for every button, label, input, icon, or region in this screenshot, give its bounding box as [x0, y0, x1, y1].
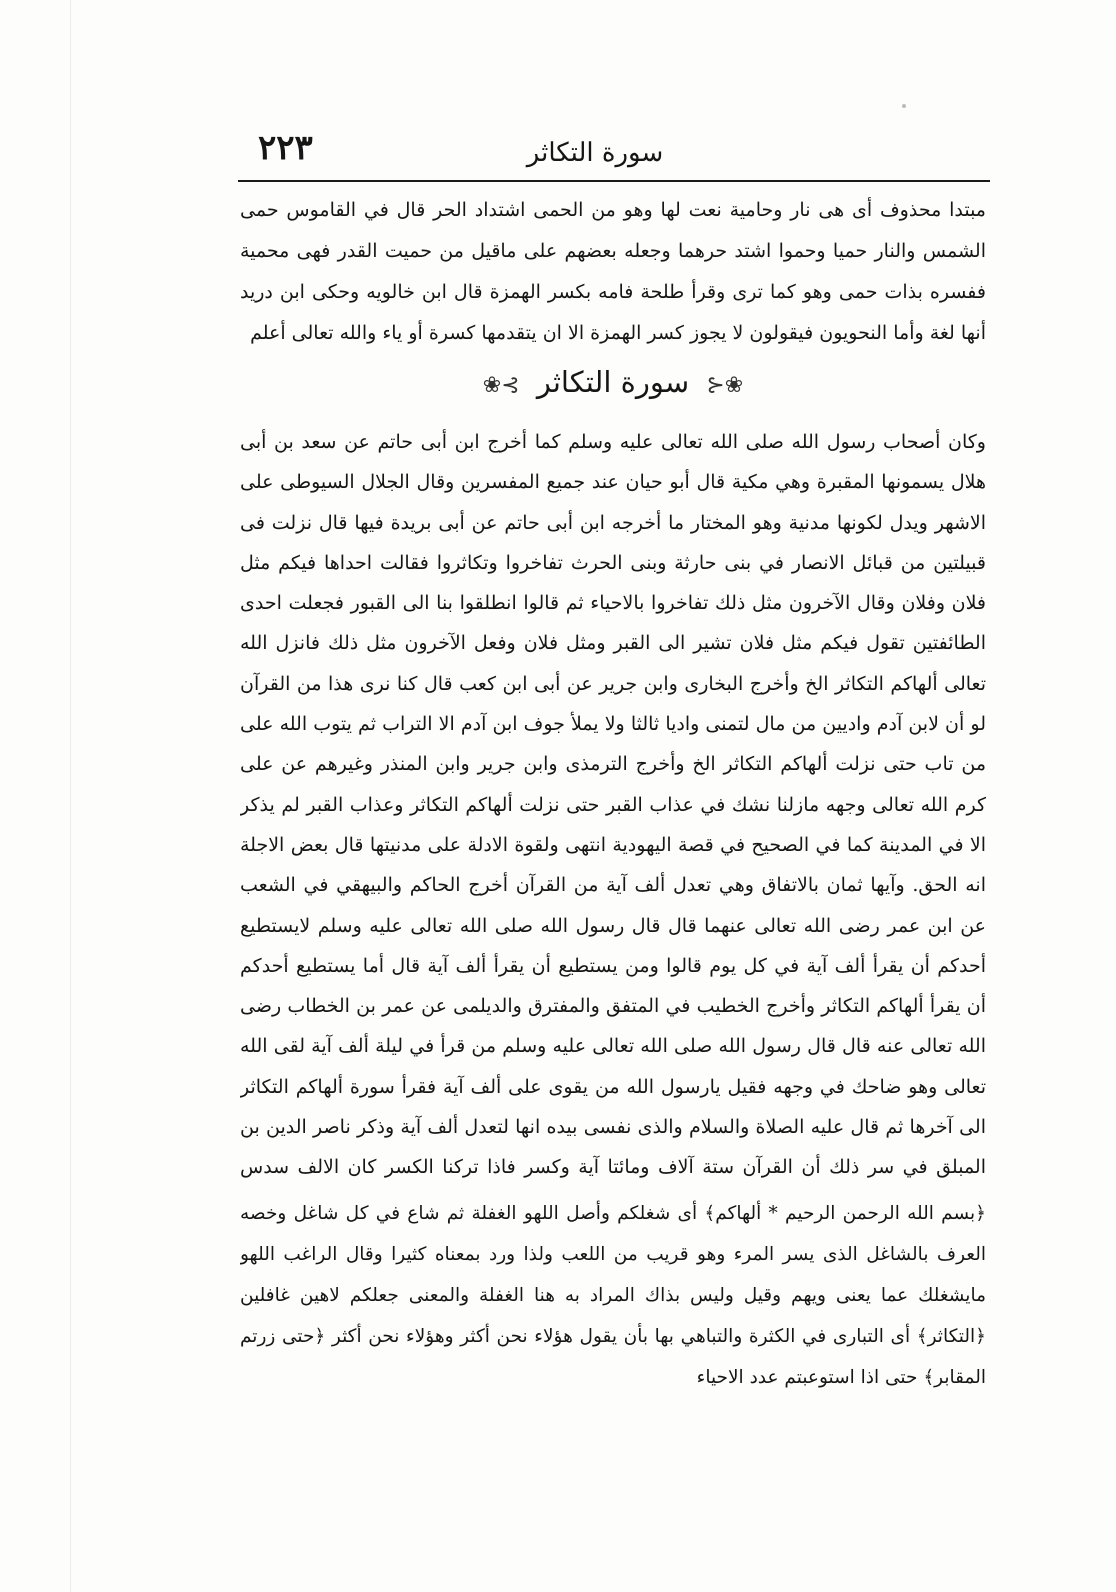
page-number: ٢٢٣: [258, 128, 313, 168]
tafsir-paragraph: ﴿بسم الله الرحمن الرحيم * ألهاكم﴾ أى شغلكم وأصل اللهو الغفلة ثم شاع في كل شاغل وخصه العرف بالشاغل الذى يسر المرء وهو قريب من اللعب ولذا ورد بمعناه كثيرا وقال الراغب اللهو مايشغلك عما يعنى ويهم وقيل وليس بذاك المراد به هنا الغفلة والمعنى جعلكم لاهين غافلين ﴿التكاثر﴾ أى التبارى في الكثرة والتباهي بها بأن يقول هؤلاء نحن أكثر وهؤلاء نحن أكثر ﴿حتى زرتم المقابر﴾ حتى اذا استوعبتم عدد الاحياء: [240, 1203, 986, 1388]
ornament-right-icon: ❀⊰: [706, 373, 744, 398]
page-edge-shadow: [70, 0, 71, 1592]
surah-heading-title: سورة التكاثر: [536, 365, 690, 399]
top-paragraph: مبتدا محذوف أى هى نار وحامية نعت لها وهو من الحمى اشتداد الحر قال في القاموس حمى الشمس والنار حميا وحموا اشتد حرهما وجعله بعضهم على ماقيل من حميت القدر فهى محمية ففسره بذات حمى وهو كما ترى وقرأ طلحة فامه بكسر الهمزة قال ابن خالويه وحكى ابن دريد أنها لغة وأما النحويون فيقولون لا يجوز كسر الهمزة الا ان يتقدمها كسرة أو ياء والله تعالى أعلم: [240, 199, 986, 344]
main-paragraph: وكان أصحاب رسول الله صلى الله تعالى عليه وسلم كما أخرج ابن أبى حاتم عن سعد بن أبى هلال يسمونها المقبرة وهي مكية قال أبو حيان عند جميع المفسرين وقال الجلال السيوطى على الاشهر ويدل لكونها مدنية وهو المختار ما أخرجه ابن أبى حاتم عن أبى بريدة فيها قال نزلت فى قبيلتين من قبائل الانصار في بنى حارثة وبنى الحرث تفاخروا وتكاثروا فقالت احداها فيكم مثل فلان وفلان وقال الآخرون مثل ذلك تفاخروا بالاحياء ثم قالوا انطلقوا بنا الى القبور فجعلت احدى الطائفتين تقول فيكم مثل فلان تشير الى القبر ومثل فلان وفعل الآخرون مثل ذلك فانزل الله تعالى ألهاكم التكاثر الخ وأخرج البخارى وابن جرير عن أبى ابن كعب قال كنا نرى هذا من القرآن لو أن لابن آدم واديين من مال لتمنى واديا ثالثا ولا يملأ جوف ابن آدم الا التراب ثم يتوب الله على من تاب حتى نزلت ألهاكم التكاثر الخ وأخرج الترمذى وابن جرير وابن المنذر وغيرهم عن على كرم الله تعالى وجهه مازلنا نشك في عذاب القبر حتى نزلت ألهاكم التكاثر وعذاب القبر لم يذكر الا في المدينة كما في الصحيح في قصة اليهودية انتهى ولقوة الادلة على مدنيتها قال بعض الاجلة انه الحق. وآيها ثمان بالاتفاق وهي تعدل ألف آية من القرآن أخرج الحاكم والبيهقي في الشعب عن ابن عمر رضى الله تعالى عنهما قال قال رسول الله صلى الله تعالى عليه وسلم لايستطيع أحدكم أن يقرأ ألف آية في كل يوم قالوا ومن يستطيع أن يقرأ ألف آية قال أما يستطيع أحدكم أن يقرأ ألهاكم التكاثر وأخرج الخطيب في المتفق والمفترق والديلمى عن عمر بن الخطاب رضى الله تعالى عنه قال قال رسول الله صلى الله تعالى عليه وسلم من قرأ في ليلة ألف آية لقى الله تعالى وهو ضاحك في وجهه فقيل يارسول الله من يقوى على ألف آية فقرأ سورة ألهاكم التكاثر الى آخرها ثم قال عليه الصلاة والسلام والذى نفسى بيده انها لتعدل ألف آية وذكر ناصر الدين بن المبلق في سر ذلك أن القرآن ستة آلاف ومائتا آية وكسر فاذا تركنا الكسر كان الالف سدس: [240, 431, 986, 1179]
running-title: سورة التكاثر: [526, 138, 664, 168]
ornament-left-icon: ⊱❀: [482, 373, 520, 398]
margin-speck: [902, 104, 906, 108]
surah-heading: [240, 365, 986, 411]
header-rule: [238, 180, 990, 182]
